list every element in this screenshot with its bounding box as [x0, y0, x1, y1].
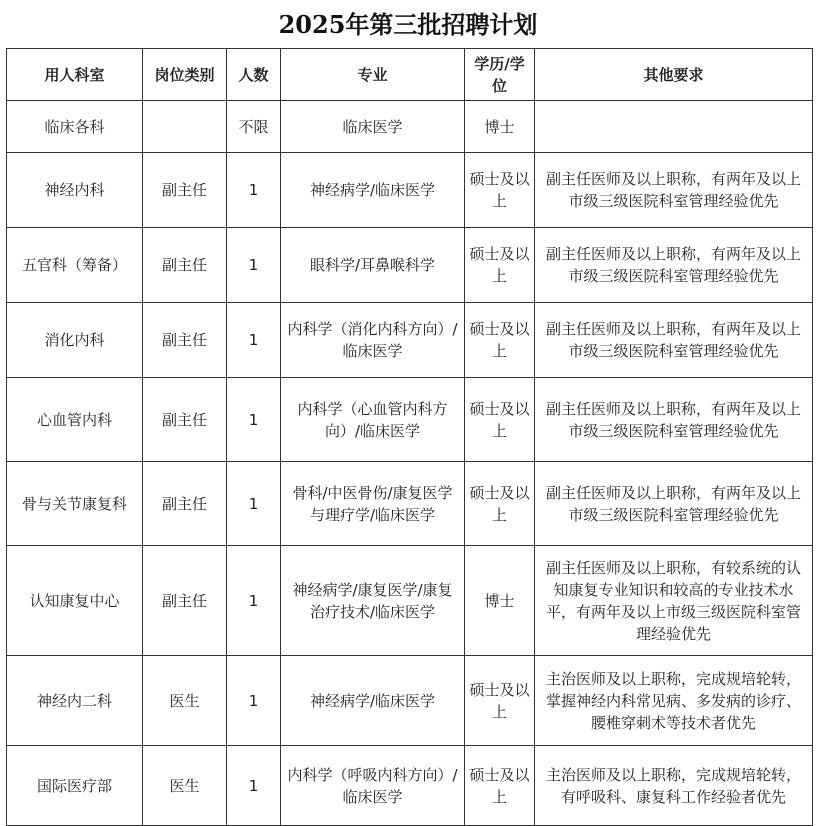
cell-major: 神经病学/临床医学: [281, 656, 465, 746]
cell-position: 副主任: [143, 462, 227, 546]
cell-position: 副主任: [143, 378, 227, 462]
cell-position: 副主任: [143, 303, 227, 378]
cell-major: 神经病学/康复医学/康复治疗技术/临床医学: [281, 546, 465, 656]
table-row: [7, 303, 813, 378]
cell-education: 博士: [465, 101, 535, 153]
cell-count: 不限: [227, 101, 281, 153]
cell-position: [143, 101, 227, 153]
header-dept: 用人科室: [7, 49, 143, 101]
cell-position: 副主任: [143, 153, 227, 228]
header-requirements: 其他要求: [535, 49, 813, 101]
cell-position: 医生: [143, 746, 227, 826]
header-major: 专业: [281, 49, 465, 101]
cell-dept: 骨与关节康复科: [7, 462, 143, 546]
cell-dept: 国际医疗部: [7, 746, 143, 826]
cell-position: 医生: [143, 656, 227, 746]
cell-count: 1: [227, 303, 281, 378]
table-row: [7, 101, 813, 153]
table-row: [7, 153, 813, 228]
cell-count: 1: [227, 546, 281, 656]
cell-dept: 心血管内科: [7, 378, 143, 462]
cell-education: 硕士及以上: [465, 378, 535, 462]
cell-requirements: 主治医师及以上职称，完成规培轮转，掌握神经内科常见病、多发病的诊疗、腰椎穿刺术等技术者优先: [535, 656, 813, 746]
cell-major: 内科学（消化内科方向）/临床医学: [281, 303, 465, 378]
cell-major: 神经病学/临床医学: [281, 153, 465, 228]
cell-requirements: 副主任医师及以上职称，有两年及以上市级三级医院科室管理经验优先: [535, 378, 813, 462]
cell-dept: 神经内科: [7, 153, 143, 228]
cell-requirements: 副主任医师及以上职称，有两年及以上市级三级医院科室管理经验优先: [535, 303, 813, 378]
cell-education: 硕士及以上: [465, 462, 535, 546]
cell-education: 硕士及以上: [465, 746, 535, 826]
header-education: 学历/学位: [465, 49, 535, 101]
cell-position: 副主任: [143, 228, 227, 303]
table-row: [7, 462, 813, 546]
cell-education: 硕士及以上: [465, 656, 535, 746]
cell-major: 内科学（呼吸内科方向）/临床医学: [281, 746, 465, 826]
cell-education: 硕士及以上: [465, 153, 535, 228]
cell-requirements: [535, 101, 813, 153]
header-row: [7, 49, 813, 101]
cell-count: 1: [227, 656, 281, 746]
cell-count: 1: [227, 228, 281, 303]
cell-education: 硕士及以上: [465, 228, 535, 303]
cell-dept: 五官科（筹备）: [7, 228, 143, 303]
cell-requirements: 副主任医师及以上职称，有两年及以上市级三级医院科室管理经验优先: [535, 228, 813, 303]
cell-major: 临床医学: [281, 101, 465, 153]
recruitment-table: [6, 48, 813, 826]
cell-dept: 认知康复中心: [7, 546, 143, 656]
cell-education: 硕士及以上: [465, 303, 535, 378]
cell-count: 1: [227, 746, 281, 826]
cell-count: 1: [227, 153, 281, 228]
cell-dept: 神经内二科: [7, 656, 143, 746]
cell-major: 眼科学/耳鼻喉科学: [281, 228, 465, 303]
header-count: 人数: [227, 49, 281, 101]
cell-major: 骨科/中医骨伤/康复医学与理疗学/临床医学: [281, 462, 465, 546]
cell-dept: 临床各科: [7, 101, 143, 153]
cell-count: 1: [227, 462, 281, 546]
table-row: [7, 656, 813, 746]
cell-requirements: 副主任医师及以上职称，有两年及以上市级三级医院科室管理经验优先: [535, 462, 813, 546]
cell-position: 副主任: [143, 546, 227, 656]
header-position: 岗位类别: [143, 49, 227, 101]
cell-count: 1: [227, 378, 281, 462]
cell-education: 博士: [465, 546, 535, 656]
cell-major: 内科学（心血管内科方向）/临床医学: [281, 378, 465, 462]
page-title: 2025年第三批招聘计划: [278, 10, 538, 39]
table-row: [7, 378, 813, 462]
cell-requirements: 主治医师及以上职称，完成规培轮转，有呼吸科、康复科工作经验者优先: [535, 746, 813, 826]
cell-requirements: 副主任医师及以上职称，有两年及以上市级三级医院科室管理经验优先: [535, 153, 813, 228]
cell-dept: 消化内科: [7, 303, 143, 378]
table-row: [7, 546, 813, 656]
cell-requirements: 副主任医师及以上职称，有较系统的认知康复专业知识和较高的专业技术水平，有两年及以上市级三级医院科室管理经验优先: [535, 546, 813, 656]
table-row: [7, 228, 813, 303]
